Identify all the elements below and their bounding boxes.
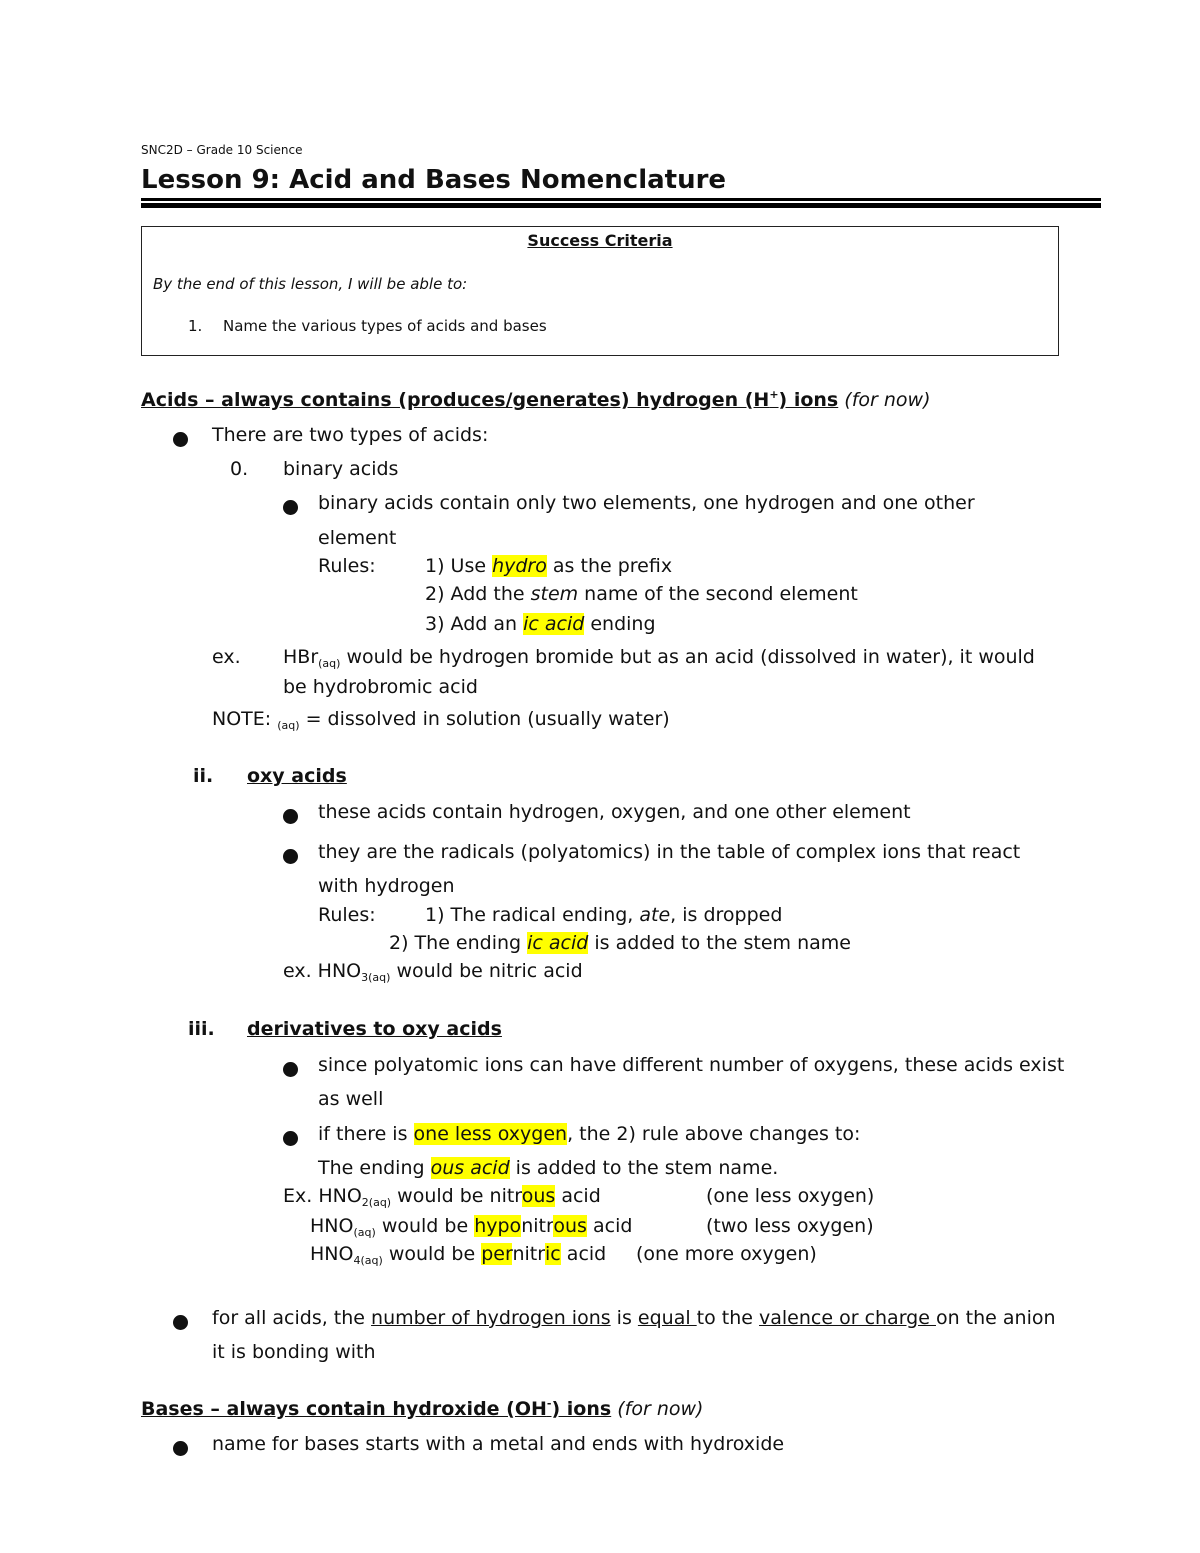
point-2-line2-highlight: ous acid: [430, 1157, 510, 1179]
note-label: NOTE:: [212, 708, 278, 730]
oxy-rule-1: [425, 903, 782, 927]
ex2-formula: HNO: [310, 1215, 354, 1237]
bases-heading-note: (for now): [617, 1398, 704, 1420]
acids-general-line2: it is bonding with: [212, 1341, 376, 1363]
note-line: [212, 707, 670, 731]
bullet-icon: [283, 809, 298, 824]
oxy-rule-1-prefix: 1) The radical ending,: [425, 904, 640, 926]
criteria-intro: By the end of this lesson, I will be able to:: [153, 275, 468, 293]
course-label: SNC2D – Grade 10 Science: [141, 143, 303, 157]
derivative-example-3: [310, 1242, 606, 1266]
oxy-point-1: these acids contain hydrogen, oxygen, and one other element: [318, 801, 911, 823]
bullet-icon: [173, 432, 188, 447]
bullet-icon: [173, 1441, 188, 1456]
oxy-title: oxy acids: [247, 765, 347, 787]
title-rule-heavy: [141, 203, 1101, 208]
rule-2-suffix: name of the second element: [578, 583, 858, 605]
ex1-highlight: ous: [521, 1185, 556, 1207]
ex3-subscript: 4(aq): [353, 1254, 383, 1267]
bases-heading-tail: ) ions: [551, 1398, 612, 1420]
derivatives-point-2-line2: [318, 1156, 778, 1180]
binary-rules-label: Rules:: [318, 555, 376, 577]
binary-example-line2: be hydrobromic acid: [283, 676, 478, 698]
rule-1-highlight: hydro: [492, 555, 547, 577]
rule-3-prefix: 3) Add an: [425, 613, 524, 635]
acids-heading-tail: ) ions: [778, 389, 839, 411]
rule-1-prefix: 1) Use: [425, 555, 493, 577]
page-title: Lesson 9: Acid and Bases Nomenclature: [141, 165, 727, 195]
derivatives-title: derivatives to oxy acids: [247, 1018, 502, 1040]
ex2-mid2: nitr: [521, 1215, 554, 1237]
general-underline-2: equal: [637, 1307, 697, 1329]
ex2-highlight-2: ous: [553, 1215, 587, 1237]
example-formula: HBr: [283, 646, 319, 668]
binary-rule-3: [425, 612, 656, 636]
general-underline-1: number of hydrogen ions: [371, 1307, 611, 1329]
general-mid-2: to the: [696, 1307, 760, 1329]
binary-example-line1: [283, 645, 1035, 669]
ex1-formula: Ex. HNO: [283, 1185, 362, 1207]
ex2-highlight-1: hypo: [474, 1215, 522, 1237]
derivatives-number: iii.: [188, 1018, 215, 1040]
ex2-suffix: acid: [586, 1215, 633, 1237]
ex3-highlight-2: ic: [545, 1243, 561, 1265]
oxy-rule-2-suffix: is added to the stem name: [588, 932, 851, 954]
acids-heading-text: Acids – always contains (produces/generates) hydrogen (H: [141, 389, 770, 411]
derivative-example-2-note: (two less oxygen): [706, 1215, 874, 1237]
ex1-subscript: 2(aq): [361, 1196, 392, 1209]
oxy-example-subscript: 3(aq): [361, 971, 391, 984]
oxy-rule-2-highlight: ic acid: [527, 932, 589, 954]
binary-rule-2: [425, 582, 858, 606]
ex3-highlight-1: per: [481, 1243, 513, 1265]
example-text: would be hydrogen bromide but as an acid (dissolved in water), it would: [340, 646, 1035, 668]
acids-heading: [141, 388, 930, 412]
example-subscript: (aq): [318, 657, 341, 670]
oxy-example-text: would be nitric acid: [390, 960, 583, 982]
oh-minus-superscript: -: [546, 1397, 552, 1410]
point-2-suffix: , the 2) rule above changes to:: [567, 1123, 861, 1145]
ex3-formula: HNO: [310, 1243, 354, 1265]
oxy-example-formula: ex. HNO: [283, 960, 362, 982]
acids-general-line1: [212, 1306, 1056, 1330]
criteria-item-text: Name the various types of acids and bases: [223, 317, 547, 335]
acids-heading-note: (for now): [844, 389, 931, 411]
oxy-rule-1-suffix: , is dropped: [670, 904, 783, 926]
general-prefix: for all acids, the: [212, 1307, 372, 1329]
oxy-rule-2: [389, 931, 851, 955]
general-underline-3: valence or charge: [759, 1307, 936, 1329]
ex1-suffix: acid: [555, 1185, 601, 1207]
point-2-prefix: if there is: [318, 1123, 414, 1145]
derivative-example-1: [283, 1184, 601, 1208]
ex3-mid: would be: [382, 1243, 482, 1265]
ex2-mid: would be: [375, 1215, 475, 1237]
general-suffix: on the anion: [935, 1307, 1056, 1329]
derivatives-point-1-line2: as well: [318, 1088, 384, 1110]
ex1-mid: would be nitr: [391, 1185, 522, 1207]
binary-desc-line2: element: [318, 527, 397, 549]
derivative-example-3-note: (one more oxygen): [636, 1243, 817, 1265]
bases-heading: [141, 1397, 703, 1421]
point-2-line2-suffix: is added to the stem name.: [509, 1157, 779, 1179]
oxy-number: ii.: [193, 765, 214, 787]
binary-example-label: ex.: [212, 646, 241, 668]
rule-3-suffix: ending: [584, 613, 656, 635]
derivatives-point-1-line1: since polyatomic ions can have different number of oxygens, these acids exist: [318, 1054, 1065, 1076]
rule-3-highlight: ic acid: [523, 613, 585, 635]
oxy-rule-2-prefix: 2) The ending: [389, 932, 528, 954]
binary-number: 0.: [230, 458, 249, 480]
bullet-icon: [173, 1315, 188, 1330]
bullet-icon: [283, 849, 298, 864]
general-mid-1: is: [610, 1307, 638, 1329]
oxy-rule-1-italic: ate: [639, 904, 671, 926]
derivatives-point-2: [318, 1122, 860, 1146]
rule-2-italic: stem: [530, 583, 579, 605]
bases-point-1: name for bases starts with a metal and ends with hydroxide: [212, 1433, 785, 1455]
ex2-subscript: (aq): [353, 1226, 376, 1239]
oxy-example: [283, 959, 583, 983]
h-plus-superscript: +: [769, 388, 779, 401]
note-subscript: (aq): [277, 719, 300, 732]
ex3-suffix: acid: [560, 1243, 607, 1265]
types-intro: There are two types of acids:: [212, 424, 489, 446]
bullet-icon: [283, 500, 298, 515]
bullet-icon: [283, 1062, 298, 1077]
derivative-example-1-note: (one less oxygen): [706, 1185, 875, 1207]
ex3-mid2: nitr: [512, 1243, 546, 1265]
rule-1-suffix: as the prefix: [546, 555, 673, 577]
oxy-point-2-line2: with hydrogen: [318, 875, 455, 897]
point-2-highlight: one less oxygen: [413, 1123, 568, 1145]
criteria-heading: Success Criteria: [527, 231, 673, 250]
point-2-line2-prefix: The ending: [318, 1157, 431, 1179]
note-text: = dissolved in solution (usually water): [299, 708, 670, 730]
criteria-item-number: 1.: [188, 317, 203, 335]
oxy-rules-label: Rules:: [318, 904, 376, 926]
rule-2-prefix: 2) Add the: [425, 583, 531, 605]
oxy-point-2-line1: they are the radicals (polyatomics) in the table of complex ions that react: [318, 841, 1021, 863]
title-rule: [141, 198, 1101, 201]
bases-heading-text: Bases – always contain hydroxide (OH: [141, 1398, 547, 1420]
binary-desc-line1: binary acids contain only two elements, one hydrogen and one other: [318, 492, 975, 514]
binary-rule-1: [425, 554, 672, 578]
derivative-example-2: [310, 1214, 632, 1238]
binary-title: binary acids: [283, 458, 399, 480]
bullet-icon: [283, 1131, 298, 1146]
